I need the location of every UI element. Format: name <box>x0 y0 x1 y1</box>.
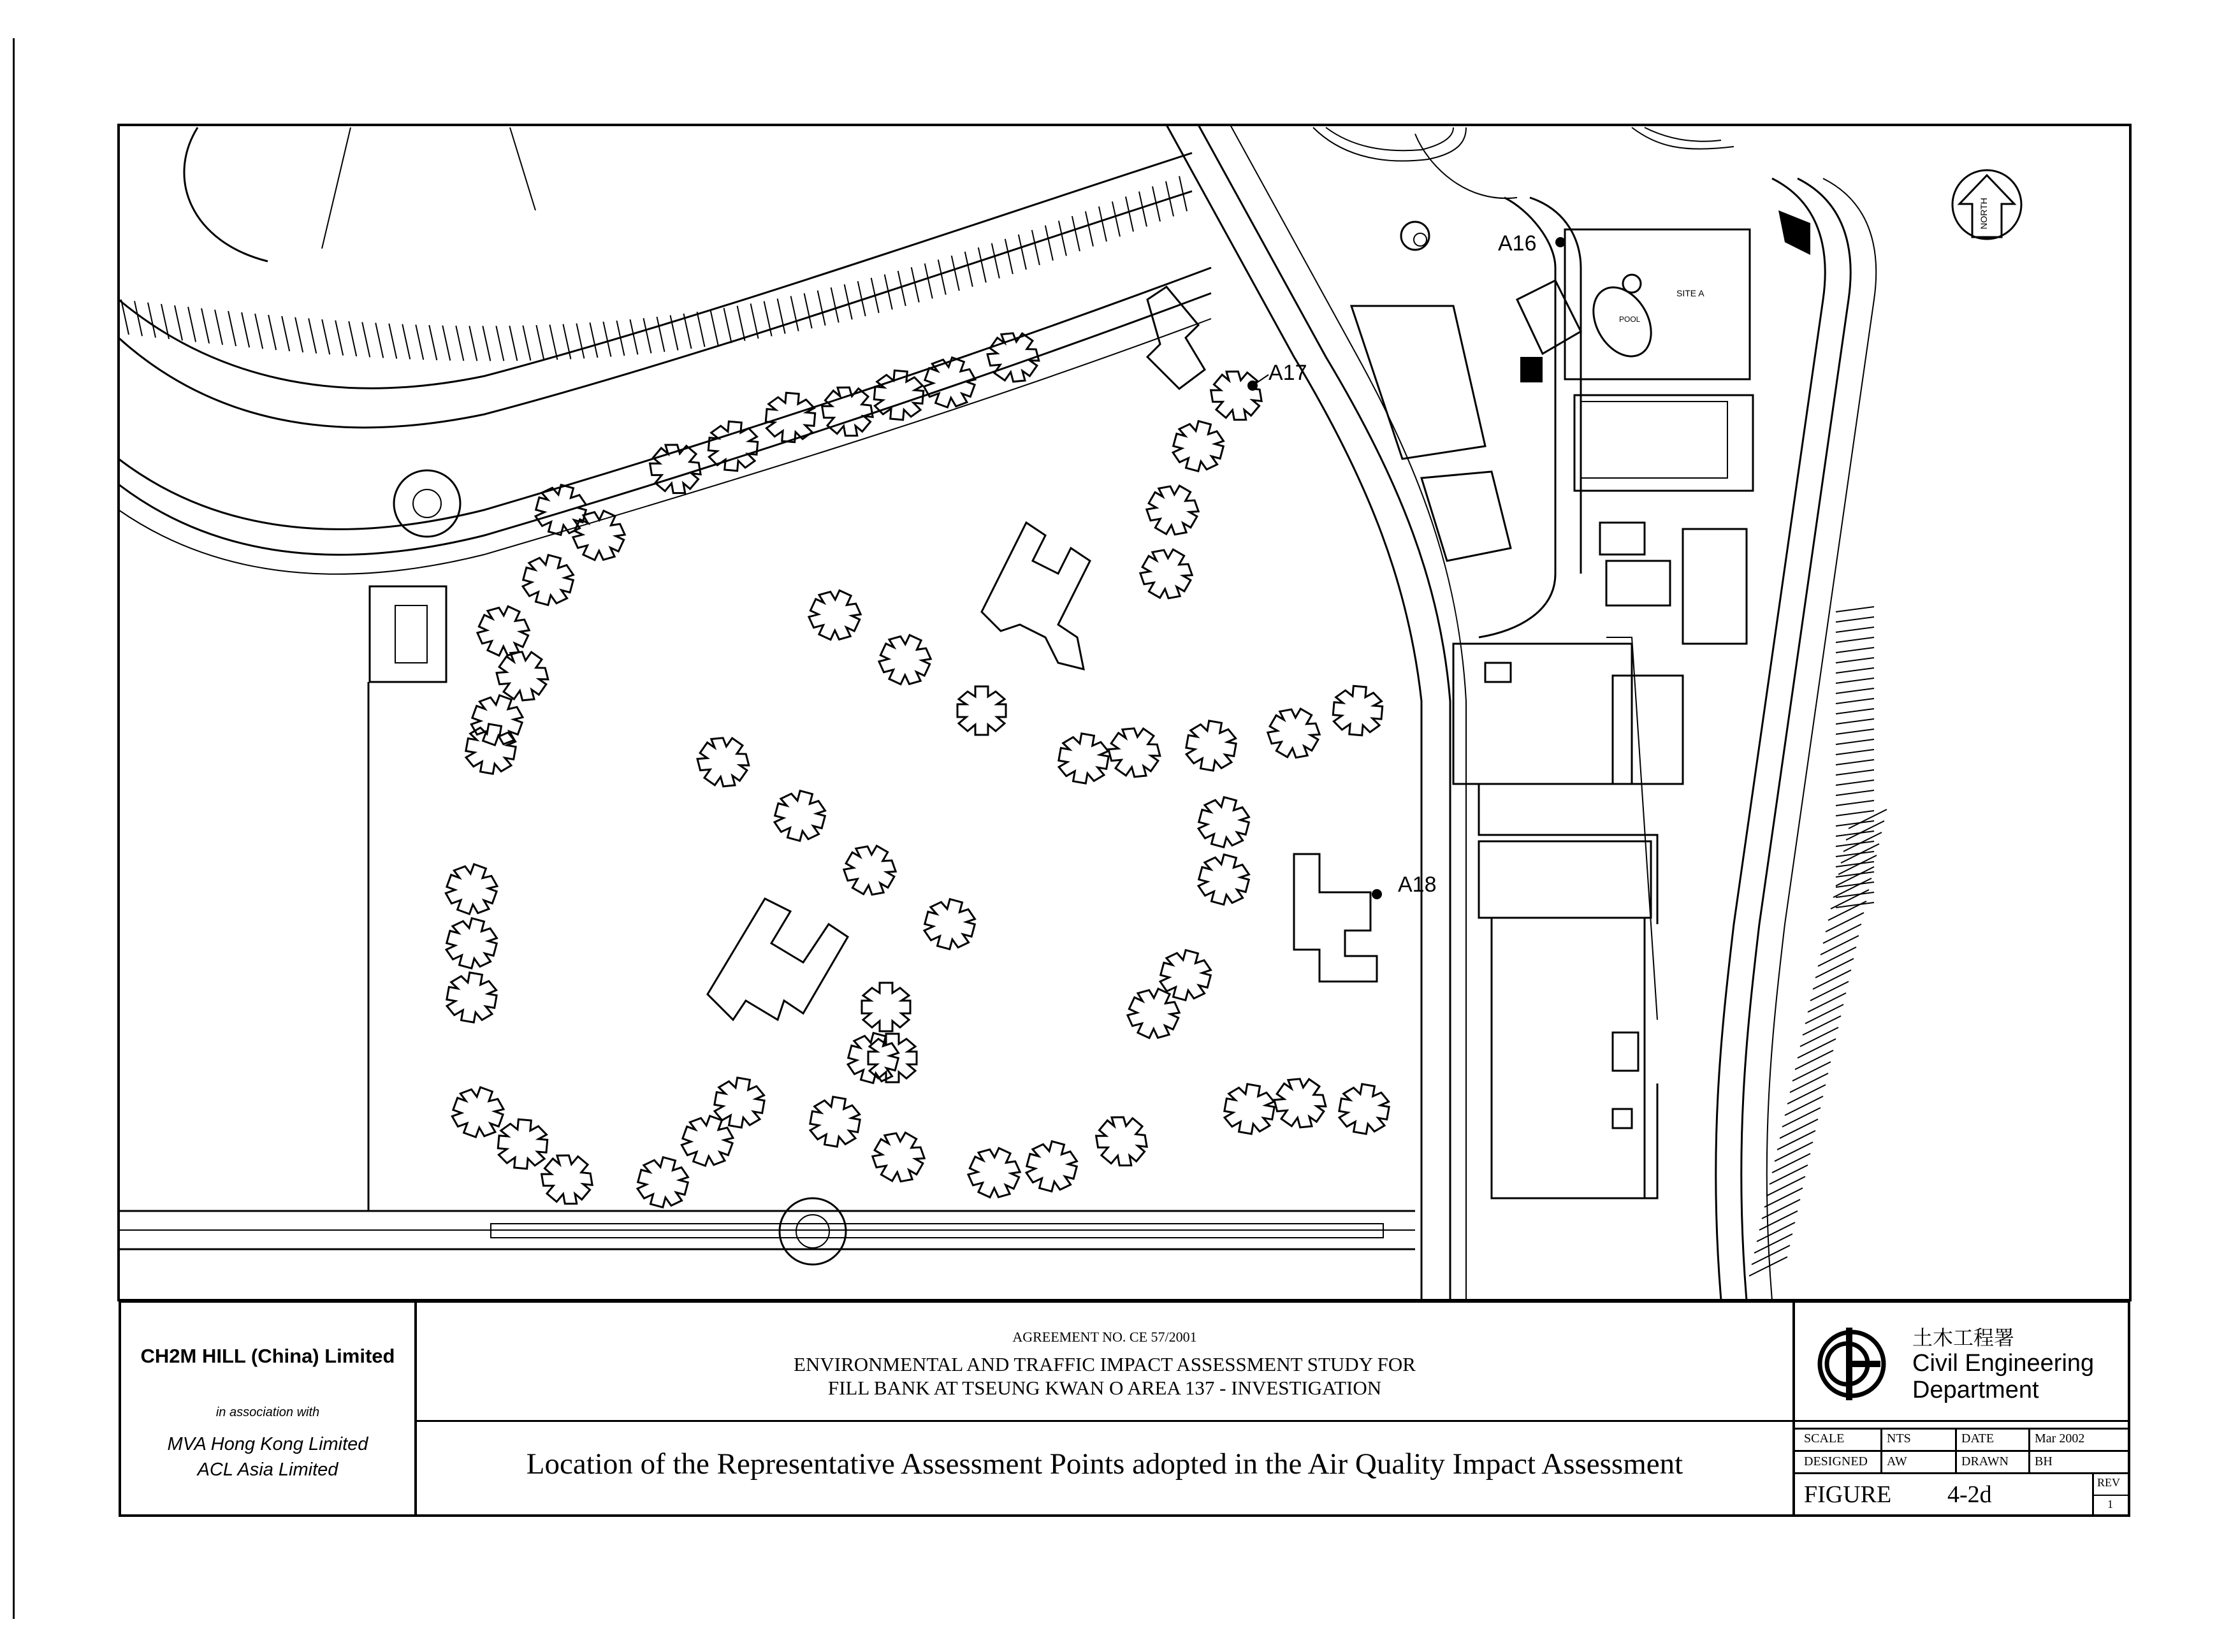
tree-icon <box>1022 1136 1081 1196</box>
pool-label: POOL <box>1619 315 1641 324</box>
point-label-a16: A16 <box>1498 231 1537 256</box>
contours <box>1313 127 1734 161</box>
tree-icon <box>1140 477 1206 543</box>
tree-icon <box>843 1028 903 1087</box>
site-a <box>1565 229 1750 379</box>
tree-icon <box>497 1118 549 1170</box>
assessment-point-a18 <box>1372 889 1382 899</box>
consultant-name: CH2M HILL (China) Limited <box>140 1345 395 1367</box>
scale-value: NTS <box>1887 1431 1911 1446</box>
tree-icon <box>567 504 632 568</box>
tree-icon <box>837 837 903 903</box>
tree-icon <box>873 628 938 692</box>
industrial-block <box>1453 523 1747 1198</box>
tree-icon <box>920 894 979 953</box>
tree-icon <box>963 1141 1027 1205</box>
tree-icon <box>1101 718 1168 786</box>
slope-hatching <box>1749 607 1887 1276</box>
tree-icon <box>633 1152 692 1212</box>
study-title-line-1: ENVIRONMENTAL AND TRAFFIC IMPACT ASSESSMENT STUDY FOR <box>794 1353 1416 1375</box>
agreement-number: AGREEMENT NO. CE 57/2001 <box>1012 1329 1197 1345</box>
building-outlines <box>708 287 1377 1020</box>
dept-name-line-1: Civil Engineering <box>1912 1350 2095 1377</box>
drawing-title: Location of the Representative Assessment Points adopted in the Air Quality Impact Assessment <box>526 1447 1683 1481</box>
info-grid-v3 <box>2028 1428 2030 1472</box>
partner-1: MVA Hong Kong Limited <box>167 1434 368 1454</box>
tree-icon <box>957 686 1006 735</box>
point-label-a18: A18 <box>1398 873 1437 897</box>
tree-icon <box>1133 540 1200 607</box>
tree-symbols <box>440 323 1392 1213</box>
tree-icon <box>1332 685 1384 737</box>
partner-2: ACL Asia Limited <box>197 1460 338 1480</box>
tree-icon <box>764 391 817 444</box>
study-title-line-2: FILL BANK AT TSEUNG KWAN O AREA 137 - INVESTIGATION <box>827 1377 1382 1399</box>
info-grid-v1 <box>1880 1428 1882 1472</box>
tree-icon <box>447 1081 509 1143</box>
info-grid-h2 <box>1792 1450 2130 1452</box>
tree-icon <box>518 550 578 609</box>
point-label-a17: A17 <box>1268 361 1307 385</box>
site-a-label: SITE A <box>1676 288 1704 298</box>
tree-icon <box>444 969 500 1025</box>
tree-icon <box>1267 1069 1334 1136</box>
drawn-value: BH <box>2035 1454 2053 1468</box>
civil-engineering-logo-icon <box>1810 1322 1893 1405</box>
tree-icon <box>866 1124 932 1190</box>
scale-label: SCALE <box>1804 1431 1845 1446</box>
info-grid-v2 <box>1955 1428 1957 1472</box>
tree-icon <box>472 599 536 663</box>
tree-icon <box>873 369 925 421</box>
tree-icon <box>466 689 528 751</box>
assessment-point-a16 <box>1555 237 1566 247</box>
rev-value: 1 <box>2107 1498 2113 1511</box>
tree-icon <box>690 728 757 795</box>
info-grid-h3 <box>1792 1472 2130 1474</box>
embankment-hatching <box>121 176 1187 361</box>
dept-name-line-2: Department <box>1912 1377 2039 1403</box>
title-divider-2 <box>1792 1300 1795 1517</box>
tree-icon <box>1202 361 1270 429</box>
tree-icon <box>533 1145 601 1213</box>
info-grid-h1 <box>1792 1428 2130 1430</box>
tree-icon <box>1221 1081 1277 1137</box>
association-text: in association with <box>215 1405 320 1419</box>
tree-icon <box>1336 1081 1392 1137</box>
rev-label: REV <box>2097 1476 2120 1489</box>
tree-icon <box>489 642 556 709</box>
title-hline-1 <box>414 1420 2130 1422</box>
date-label: DATE <box>1961 1431 1995 1446</box>
date-value: Mar 2002 <box>2035 1431 2085 1446</box>
figure-label: FIGURE <box>1804 1481 1892 1508</box>
roundabout-south <box>780 1198 846 1264</box>
assessment-points <box>1247 237 1566 899</box>
tree-icon <box>1261 700 1327 766</box>
tree-icon <box>807 1094 863 1150</box>
tree-icon <box>1056 730 1112 786</box>
tree-icon <box>440 858 502 920</box>
tree-icon <box>711 1075 767 1131</box>
highway <box>119 153 1211 574</box>
dept-chinese-name: 土木工程署 <box>1912 1326 2015 1350</box>
tree-icon <box>1183 718 1239 774</box>
tree-icon <box>1194 850 1253 909</box>
old-track <box>184 127 268 261</box>
north-arrow-icon <box>1952 170 2021 239</box>
tree-icon <box>1122 982 1186 1046</box>
tree-icon <box>1194 792 1253 851</box>
tree-icon <box>1168 416 1228 475</box>
north-label: NORTH <box>1979 198 1989 229</box>
figure-number: 4-2d <box>1947 1481 1992 1508</box>
main-road <box>1167 125 1466 1300</box>
tree-icon <box>803 583 868 648</box>
roundabout-west <box>394 470 460 537</box>
designed-label: DESIGNED <box>1804 1454 1868 1468</box>
tree-icon <box>1156 945 1215 1004</box>
tree-icon <box>463 721 519 777</box>
info-grid-h4 <box>2092 1495 2130 1496</box>
tree-icon <box>770 786 829 845</box>
tree-icon <box>531 480 590 539</box>
tree-icon <box>442 913 501 973</box>
tree-icon <box>862 983 910 1031</box>
tree-icon <box>1087 1106 1156 1175</box>
drawn-label: DRAWN <box>1961 1454 2009 1468</box>
designed-value: AW <box>1887 1454 1907 1468</box>
